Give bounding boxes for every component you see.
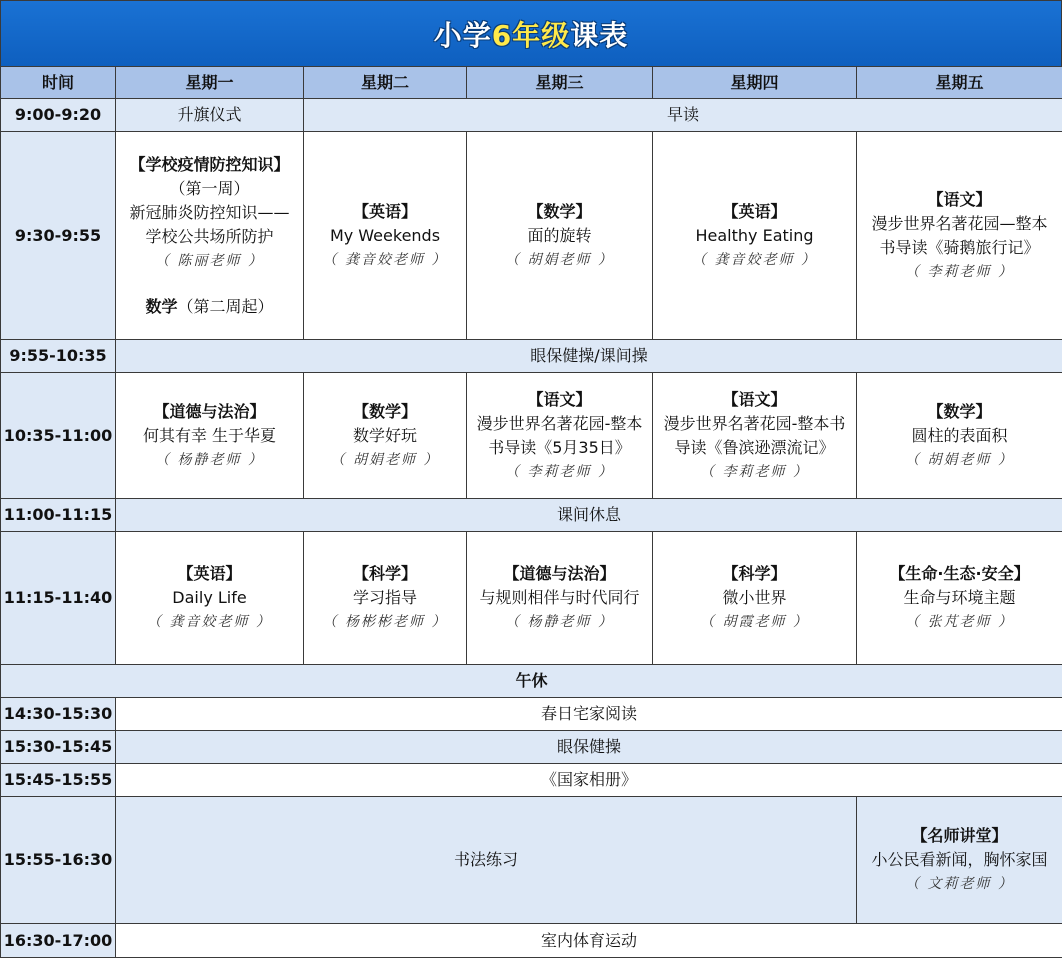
- subject-label: 【数学】: [927, 401, 992, 421]
- subject-label: 【学校疫情防控知识】: [129, 154, 290, 174]
- monday-cell: 升旗仪式: [116, 99, 304, 132]
- teacher-name: （ 杨彬彬老师 ）: [322, 614, 448, 630]
- time-cell: 15:30-15:45: [1, 731, 116, 764]
- time-cell: 15:55-16:30: [1, 797, 116, 924]
- subject-label: 【道德与法治】: [153, 401, 266, 421]
- lesson-line: 漫步世界名著花园-整本: [476, 413, 643, 433]
- lesson-topic: 学习指导: [352, 588, 417, 607]
- table-row: [1, 340, 1062, 373]
- subject-label: 【英语】: [177, 564, 242, 583]
- teacher-name: （ 李莉老师 ）: [700, 463, 809, 480]
- table-row: [1, 99, 1062, 132]
- table-row: [1, 764, 1062, 797]
- subject-label: 【英语】: [352, 201, 417, 221]
- lesson-line: [116, 295, 303, 319]
- tuesday-cell: [304, 132, 467, 340]
- subject-label: 【科学】: [722, 564, 787, 583]
- monday-cell: [116, 132, 304, 340]
- time-cell: 9:00-9:20: [1, 99, 116, 132]
- friday-cell: [857, 797, 1062, 924]
- lesson-topic: 面的旋转: [527, 225, 592, 245]
- subject-label: 【道德与法治】: [503, 564, 616, 583]
- page-title: [434, 14, 629, 54]
- subject-label: 【科学】: [352, 564, 417, 583]
- teacher-name: （ 陈丽老师 ）: [155, 252, 264, 269]
- schedule-table: [0, 66, 1062, 958]
- title-part-grade: 6年级: [491, 18, 571, 52]
- lesson-topic: 小公民看新闻，胸怀家国: [871, 850, 1048, 869]
- lesson-line: 书导读《5月35日》: [488, 437, 631, 457]
- table-row: [1, 665, 1062, 698]
- time-cell: 9:30-9:55: [1, 132, 116, 340]
- teacher-name: （ 胡霞老师 ）: [700, 614, 809, 630]
- title-bar: [0, 0, 1062, 66]
- time-cell: 11:00-11:15: [1, 499, 116, 532]
- time-cell: 9:55-10:35: [1, 340, 116, 373]
- tuesday-cell: [304, 373, 467, 499]
- lesson-topic: Daily Life: [172, 588, 247, 607]
- teacher-name: （ 胡娟老师 ）: [330, 451, 440, 468]
- subject-label: 【英语】: [722, 201, 787, 221]
- header-friday: 星期五: [857, 67, 1062, 99]
- week-note: （第二周起）: [177, 296, 274, 316]
- teacher-name: （ 杨静老师 ）: [505, 614, 614, 630]
- subject-label: 【数学】: [527, 201, 592, 221]
- lesson-topic: My Weekends: [329, 225, 441, 245]
- header-tuesday: 星期二: [304, 67, 467, 99]
- time-cell: 16:30-17:00: [1, 924, 116, 958]
- wednesday-cell: [467, 132, 653, 340]
- subject-label: 【语文】: [527, 389, 592, 409]
- lesson-line: （第一周）: [169, 178, 250, 198]
- activity-cell: 眼保健操: [116, 731, 1062, 764]
- thursday-cell: [653, 373, 857, 499]
- header-monday: 星期一: [116, 67, 304, 99]
- activity-cell: 春日宅家阅读: [116, 698, 1062, 731]
- teacher-name: （ 文莉老师 ）: [905, 876, 1014, 892]
- lesson-topic: 何其有幸 生于华夏: [142, 425, 277, 445]
- lesson-topic: 数学好玩: [352, 425, 417, 445]
- teacher-name: （ 胡娟老师 ）: [905, 451, 1014, 468]
- table-row: [1, 373, 1062, 499]
- lesson-topic: Healthy Eating: [695, 225, 814, 245]
- morning-reading-cell: 早读: [304, 99, 1062, 132]
- lesson-line: 漫步世界名著花园—整本: [871, 213, 1048, 233]
- tuesday-cell: [304, 532, 467, 665]
- time-cell: 14:30-15:30: [1, 698, 116, 731]
- teacher-name: （ 张芃老师 ）: [905, 614, 1014, 630]
- lesson-topic: 生命与环境主题: [903, 588, 1016, 607]
- wednesday-cell: [467, 532, 653, 665]
- activity-cell: 《国家相册》: [116, 764, 1062, 797]
- title-part-schedule: 课表: [570, 18, 629, 52]
- lesson-topic: 与规则相伴与时代同行: [479, 588, 640, 607]
- table-row: [1, 698, 1062, 731]
- teacher-name: （ 李莉老师 ）: [905, 263, 1014, 280]
- teacher-name: （ 龚音姣老师 ）: [322, 251, 448, 268]
- lunch-break-cell: 午休: [1, 665, 1062, 698]
- monday-cell: [116, 532, 304, 665]
- lesson-topic: 微小世界: [722, 588, 787, 607]
- subject-label: 【名师讲堂】: [911, 826, 1008, 845]
- subject-label: 【语文】: [927, 189, 992, 209]
- table-row: [1, 532, 1062, 665]
- header-row: [1, 67, 1062, 99]
- lesson-line: 漫步世界名著花园-整本书: [663, 413, 846, 433]
- header-time: 时间: [1, 67, 116, 99]
- thursday-cell: [653, 132, 857, 340]
- teacher-name: （ 龚音姣老师 ）: [147, 614, 272, 630]
- monday-cell: [116, 373, 304, 499]
- friday-cell: [857, 532, 1062, 665]
- friday-cell: [857, 373, 1062, 499]
- lesson-topic: 圆柱的表面积: [911, 425, 1008, 445]
- spacer: [116, 273, 303, 295]
- lesson-line: 新冠肺炎防控知识——: [129, 202, 290, 222]
- lesson-line: 导读《鲁滨逊漂流记》: [674, 437, 835, 457]
- calligraphy-cell: 书法练习: [116, 797, 857, 924]
- teacher-name: （ 李莉老师 ）: [505, 463, 614, 480]
- math-label: 数学: [145, 296, 178, 316]
- table-row: [1, 731, 1062, 764]
- table-row: [1, 499, 1062, 532]
- subject-label: 【数学】: [352, 401, 417, 421]
- teacher-name: （ 胡娟老师 ）: [505, 251, 614, 268]
- subject-label: 【生命·生态·安全】: [889, 564, 1030, 583]
- title-part-school: 小学: [433, 18, 492, 52]
- time-cell: 10:35-11:00: [1, 373, 116, 499]
- table-row: [1, 132, 1062, 340]
- teacher-name: （ 杨静老师 ）: [155, 451, 264, 468]
- subject-label: 【语文】: [722, 389, 787, 409]
- wednesday-cell: [467, 373, 653, 499]
- friday-cell: [857, 132, 1062, 340]
- activity-cell: 室内体育运动: [116, 924, 1062, 958]
- thursday-cell: [653, 532, 857, 665]
- teacher-name: （ 龚音姣老师 ）: [692, 251, 817, 268]
- table-row: [1, 924, 1062, 958]
- break-cell: 眼保健操/课间操: [116, 340, 1062, 373]
- header-wednesday: 星期三: [467, 67, 653, 99]
- lesson-line: 学校公共场所防护: [145, 226, 274, 246]
- header-thursday: 星期四: [653, 67, 857, 99]
- lesson-line: 书导读《骑鹅旅行记》: [879, 237, 1040, 257]
- break-cell: 课间休息: [116, 499, 1062, 532]
- time-cell: 15:45-15:55: [1, 764, 116, 797]
- time-cell: 11:15-11:40: [1, 532, 116, 665]
- table-row: [1, 797, 1062, 924]
